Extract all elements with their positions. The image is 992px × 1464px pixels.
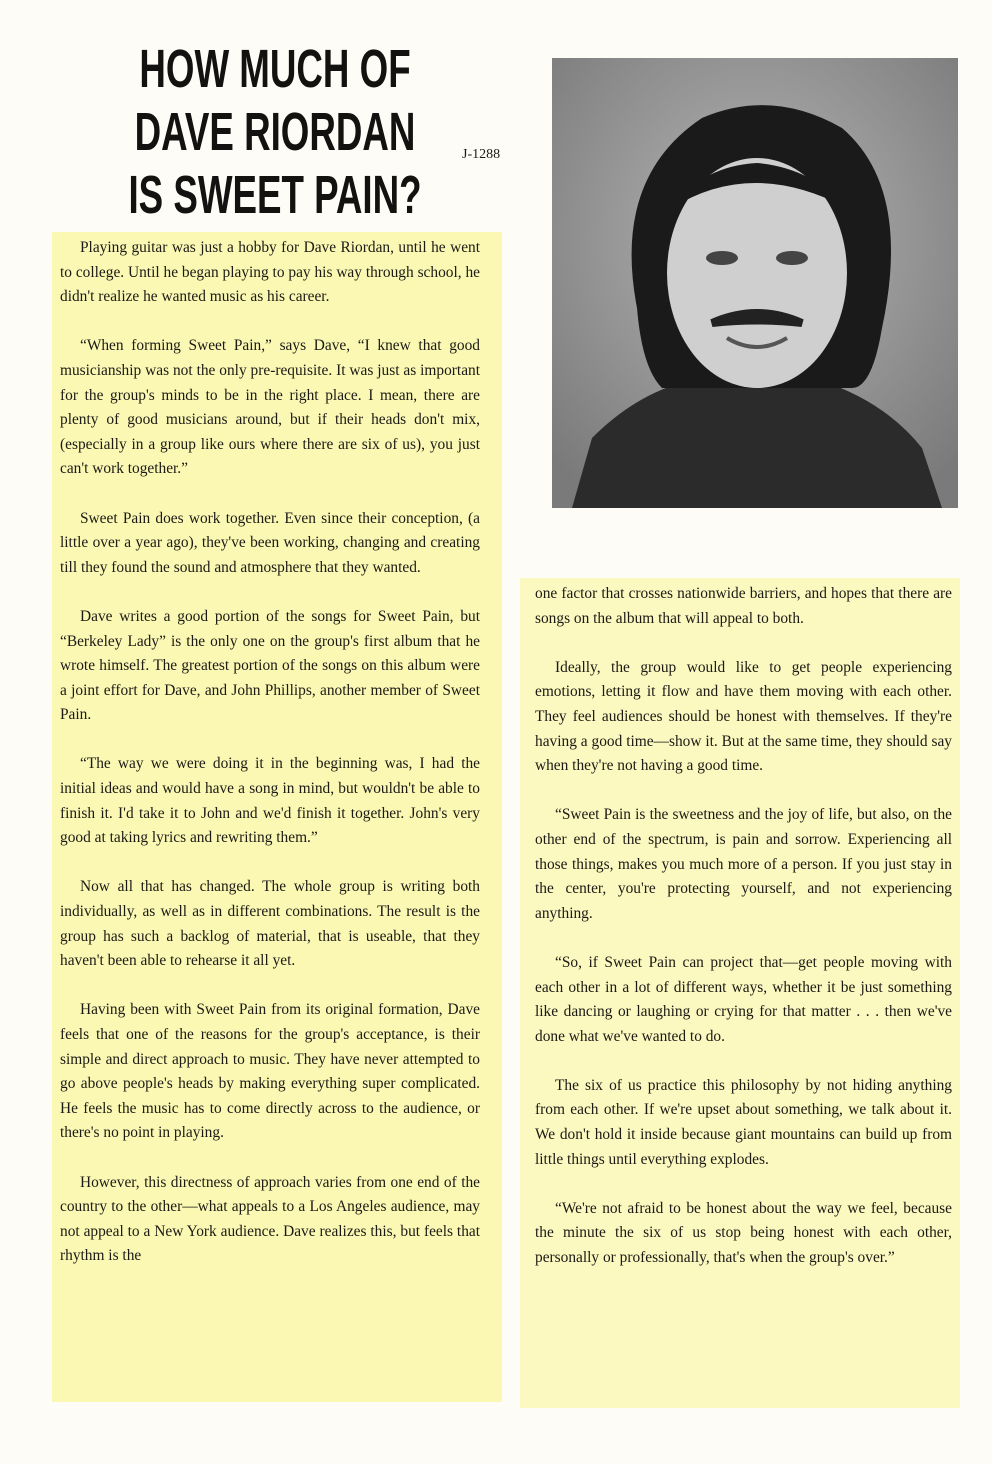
paragraph: “Sweet Pain is the sweetness and the joy of life, but also, on the other end of the spectrum, is pain and sorrow. Experiencing all those things, makes you much more of a person. If you just stay in the center, you're protecting yourself, and not experiencing anything. [535, 806, 952, 922]
paragraph: “When forming Sweet Pain,” says Dave, “I knew that good musicianship was not the only pre-requisite. It was just as important for the group's minds to be in the right place. I mean, there are plenty of good musicians around, but if their heads don't mix, (especially in a group like ours where there are six of us), you just can't work together.” [60, 337, 480, 478]
headline-row [134, 101, 416, 164]
headline-line: HOW MUCH OF [139, 39, 411, 99]
paragraph: Ideally, the group would like to get people experiencing emotions, letting it flow and have them moving with each other. They feel audiences should be honest with themselves. If they're having a good time—show it. But at the same time, they should say when they're not having a good time. [535, 658, 952, 775]
headline-row [139, 38, 411, 101]
paragraph: “We're not afraid to be honest about the way we feel, because the minute the six of us stop being honest with each other, personally or professionally, that's when the group's over.” [535, 1199, 952, 1267]
headline-line: IS SWEET PAIN? [128, 165, 422, 225]
paragraph: However, this directness of approach varies from one end of the country to the other—what appeals to a Los Angeles audience, may not appeal to a New York audience. Dave realizes this, but feels that rhythm is the [60, 1173, 480, 1265]
headline-line: DAVE RIORDAN [134, 102, 416, 162]
headline-row [128, 164, 422, 227]
portrait-photo [552, 58, 958, 508]
paragraph: Having been with Sweet Pain from its original formation, Dave feels that one of the reasons for the group's acceptance, is their simple and direct approach to music. They have never attempted to go above people's heads by making everything super complicated. He feels the music has to come directly across to the audience, or there's no point in playing. [60, 1001, 480, 1142]
paragraph: “So, if Sweet Pain can project that—get people moving with each other in a lot of different ways, whether it be just something like dancing or laughing or crying for that matter . . . then we've done what we've wanted to do. [535, 953, 952, 1045]
left-column [60, 236, 480, 1294]
paragraph: Now all that has changed. The whole group is writing both individually, as well as in different combinations. The result is the group has such a backlog of material, that is useable, that they haven't been able to rehearse it all yet. [60, 878, 480, 970]
portrait-image [552, 58, 958, 508]
headline [95, 38, 455, 227]
paragraph: “The way we were doing it in the beginning was, I had the initial ideas and would have a song in mind, but wouldn't be able to finish it. I'd take it to John and we'd finish it together. John's very good at taking lyrics and rewriting them.” [60, 755, 480, 847]
paragraph: Playing guitar was just a hobby for Dave Riordan, until he went to college. Until he began playing to pay his way through school, he didn't realize he wanted music as his career. [60, 239, 480, 306]
paragraph: Sweet Pain does work together. Even since their conception, (a little over a year ago), they've been working, changing and creating till they found the sound and atmosphere that they wanted. [60, 509, 480, 576]
paragraph: one factor that crosses nationwide barriers, and hopes that there are songs on the album that will appeal to both. [535, 585, 952, 627]
right-column [535, 582, 952, 1295]
paragraph: The six of us practice this philosophy by not hiding anything from each other. If we're upset about something, we talk about it. We don't hold it inside because giant mountains can build up from little things until everything explodes. [535, 1076, 952, 1168]
article-code: J-1288 [462, 147, 501, 162]
paragraph: Dave writes a good portion of the songs for Sweet Pain, but “Berkeley Lady” is the only one on the group's first album that he wrote himself. The greatest portion of the songs on this album were a joint effort for Dave, and John Phillips, another member of Sweet Pain. [60, 607, 480, 724]
